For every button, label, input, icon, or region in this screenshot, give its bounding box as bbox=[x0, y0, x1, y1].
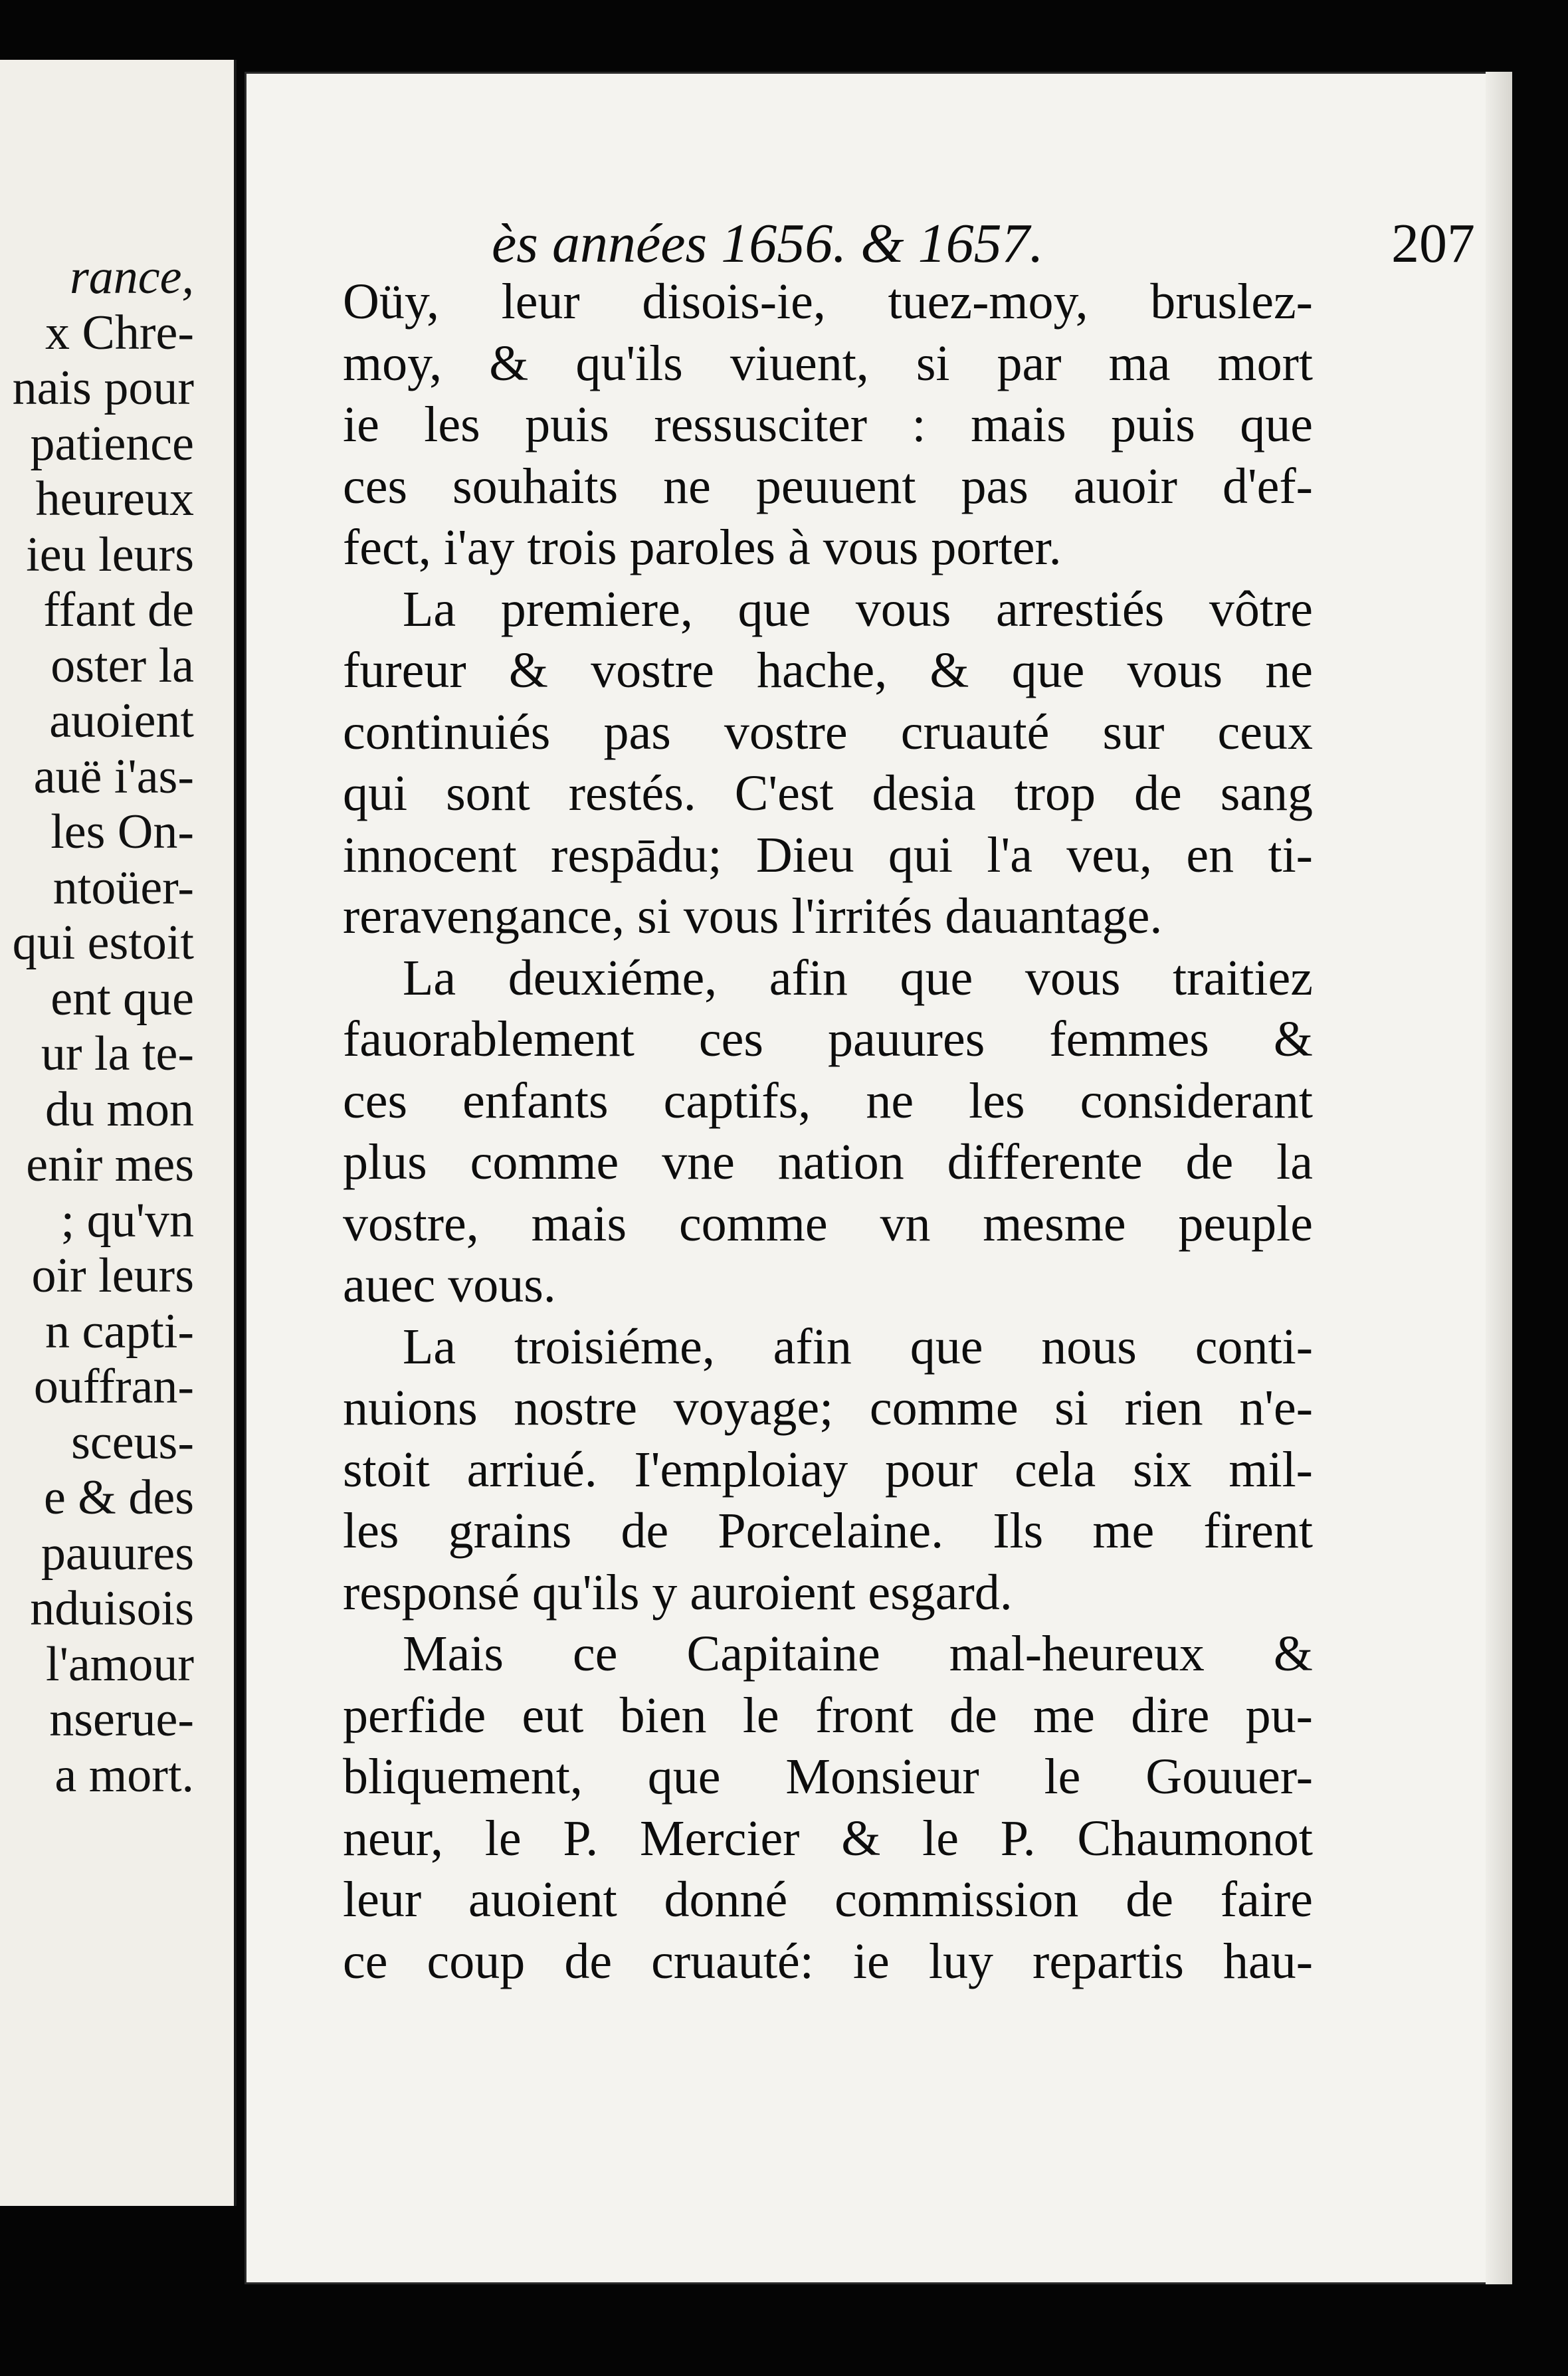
text-line: neur, le P. Mercier & le P. Chaumonot bbox=[343, 1810, 1313, 1866]
previous-page-line: du mon bbox=[45, 1082, 194, 1137]
text-line: ces enfants captifs, ne les considerant bbox=[343, 1072, 1313, 1129]
text-line: responsé qu'ils y auroient esgard. bbox=[343, 1564, 1013, 1621]
previous-page-line: ent que bbox=[50, 971, 194, 1026]
previous-page-line: e & des bbox=[43, 1470, 194, 1525]
previous-page-line: heureux bbox=[35, 472, 194, 526]
previous-page-line: enir mes bbox=[26, 1138, 194, 1192]
previous-page-line: ffant de bbox=[43, 583, 194, 637]
previous-page-line: ntoüer- bbox=[52, 860, 194, 915]
body-text bbox=[343, 271, 1313, 1992]
text-line: La deuxiéme, afin que vous traitiez bbox=[403, 949, 1313, 1006]
previous-page-line: les On- bbox=[50, 805, 194, 859]
text-line: bliquement, que Monsieur le Gouuer- bbox=[343, 1749, 1313, 1805]
text-line: ie les puis ressusciter : mais puis que bbox=[343, 397, 1313, 452]
text-line: La troisiéme, afin que nous conti- bbox=[403, 1318, 1313, 1375]
text-line: stoit arriué. I'emploiay pour cela six mil- bbox=[343, 1441, 1313, 1498]
text-line: auec vous. bbox=[343, 1257, 556, 1313]
previous-page-line: sceus- bbox=[71, 1415, 194, 1470]
text-line: leur auoient donné commission de faire bbox=[343, 1872, 1313, 1928]
text-line: reravengance, si vous l'irrités dauantage. bbox=[343, 888, 1163, 944]
page-number: 207 bbox=[1391, 213, 1475, 274]
text-line: La premiere, que vous arrestiés vôtre bbox=[403, 581, 1313, 637]
text-line: Mais ce Capitaine mal-heureux & bbox=[403, 1626, 1313, 1682]
text-line: moy, & qu'ils viuent, si par ma mort bbox=[343, 335, 1313, 391]
previous-page-line: qui estoit bbox=[12, 916, 194, 970]
previous-page-line: l'amour bbox=[46, 1636, 194, 1692]
text-line: fureur & vostre hache, & que vous ne bbox=[343, 643, 1313, 698]
previous-page-line: n capti- bbox=[45, 1304, 194, 1359]
current-page bbox=[245, 72, 1512, 2284]
running-title: ès années 1656. & 1657. bbox=[492, 213, 1044, 274]
text-line: fauorablement ces pauures femmes & bbox=[343, 1011, 1313, 1067]
previous-page-line: ieu leurs bbox=[26, 527, 194, 582]
previous-page-line: nserue- bbox=[49, 1692, 194, 1747]
previous-page-line: x Chre- bbox=[45, 305, 194, 360]
previous-page-line: pauures bbox=[41, 1526, 194, 1581]
text-line: nuions nostre voyage; comme si rien n'e- bbox=[343, 1380, 1313, 1436]
text-line: qui sont restés. C'est desia trop de sang bbox=[343, 765, 1313, 821]
text-line: plus comme vne nation differente de la bbox=[343, 1134, 1313, 1190]
previous-page-line: ur la te- bbox=[41, 1027, 194, 1081]
previous-page-line: ouffran- bbox=[33, 1359, 194, 1414]
page-header bbox=[492, 205, 1475, 278]
text-line: Oüy, leur disois-ie, tuez-moy, bruslez- bbox=[343, 274, 1313, 330]
text-line: les grains de Porcelaine. Ils me firent bbox=[343, 1503, 1313, 1559]
text-line: perfide eut bien le front de me dire pu- bbox=[343, 1687, 1313, 1743]
previous-page-line: a mort. bbox=[54, 1747, 194, 1803]
text-line: ce coup de cruauté: ie luy repartis hau- bbox=[343, 1933, 1313, 1989]
previous-page-line: rance, bbox=[70, 250, 194, 304]
previous-page-line: oir leurs bbox=[31, 1248, 194, 1303]
previous-page-line: nais pour bbox=[12, 361, 194, 415]
text-line: innocent respādu; Dieu qui l'a veu, en ti- bbox=[343, 827, 1313, 883]
text-line: fect, i'ay trois paroles à vous porter. bbox=[343, 520, 1062, 575]
text-line: vostre, mais comme vn mesme peuple bbox=[343, 1195, 1313, 1252]
previous-page-fragment bbox=[0, 60, 237, 2206]
text-line: ces souhaits ne peuuent pas auoir d'ef- bbox=[343, 458, 1313, 514]
previous-page-line: auë i'as- bbox=[33, 749, 194, 804]
previous-page-line: nduisois bbox=[30, 1581, 194, 1636]
text-line: continuiés pas vostre cruauté sur ceux bbox=[343, 704, 1313, 760]
previous-page-line: patience bbox=[30, 416, 194, 471]
previous-page-line: ; qu'vn bbox=[60, 1193, 194, 1248]
previous-page-line: auoient bbox=[49, 694, 194, 748]
previous-page-line: oster la bbox=[50, 638, 194, 693]
